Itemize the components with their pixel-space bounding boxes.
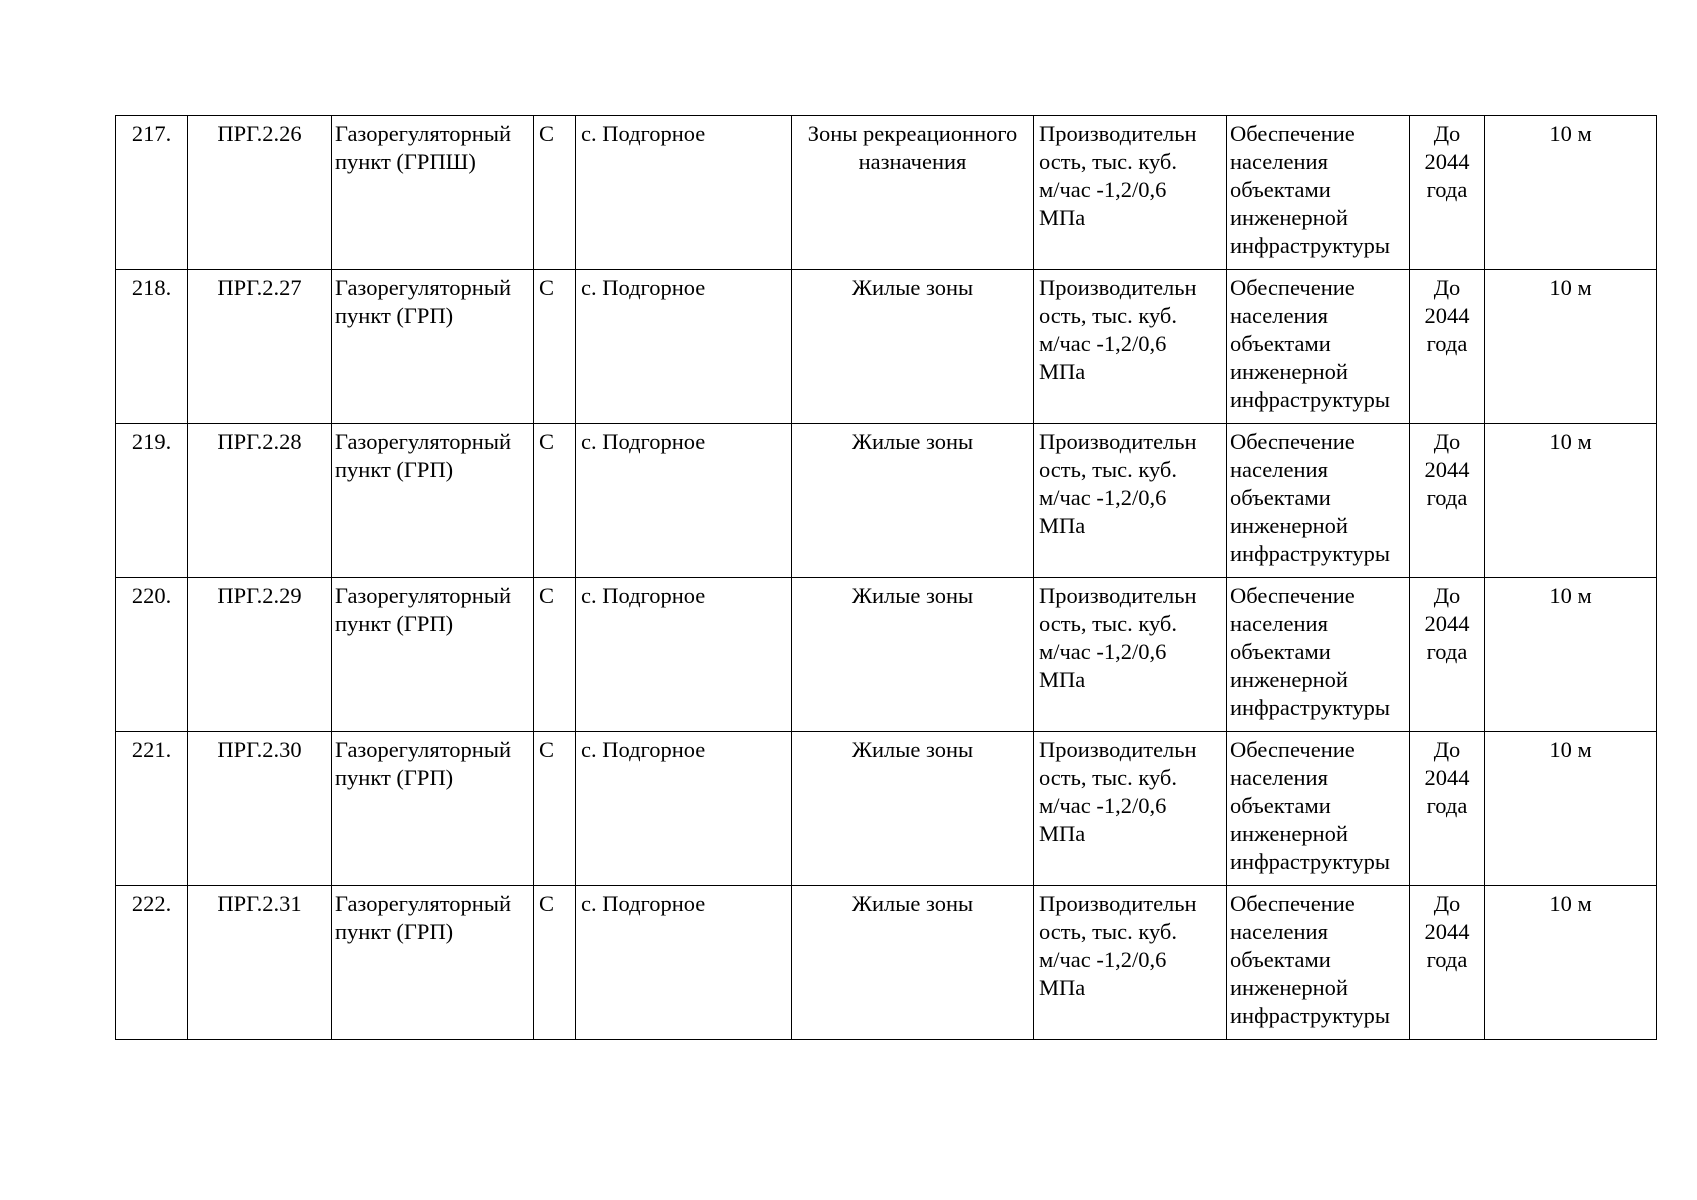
term-line: До	[1433, 737, 1461, 762]
characteristics-line: МПа	[1039, 667, 1086, 692]
functional-zone-cell	[792, 116, 1034, 270]
characteristics-cell	[1034, 886, 1227, 1040]
object-name-line: Газорегуляторный	[335, 891, 511, 916]
functional-zone-cell	[792, 886, 1034, 1040]
object-code-cell: ПРГ.2.31	[188, 886, 332, 1040]
status-cell: С	[534, 116, 576, 270]
object-name-line: пункт (ГРП)	[335, 919, 454, 944]
purpose-line: объектами	[1230, 793, 1331, 818]
functional-zone-line: Жилые зоны	[851, 583, 974, 608]
status-cell: С	[534, 424, 576, 578]
object-code-cell: ПРГ.2.30	[188, 732, 332, 886]
row-number-cell: 219.	[116, 424, 188, 578]
objects-table-body	[116, 116, 1657, 1040]
table-row	[116, 270, 1657, 424]
table-row	[116, 886, 1657, 1040]
term-line: До	[1433, 429, 1461, 454]
characteristics-cell	[1034, 424, 1227, 578]
term-line: До	[1433, 891, 1461, 916]
purpose-line: объектами	[1230, 331, 1331, 356]
purpose-line: инженерной	[1230, 513, 1348, 538]
objects-table	[115, 115, 1657, 1040]
term-line: года	[1426, 793, 1468, 818]
characteristics-line: м/час -1,2/0,6	[1039, 947, 1167, 972]
characteristics-cell	[1034, 270, 1227, 424]
location-cell: с. Подгорное	[576, 578, 792, 732]
object-name-line: Газорегуляторный	[335, 275, 511, 300]
characteristics-cell	[1034, 116, 1227, 270]
object-name-cell	[332, 270, 534, 424]
term-line: года	[1426, 639, 1468, 664]
object-name-line: пункт (ГРП)	[335, 611, 454, 636]
term-line: года	[1426, 177, 1468, 202]
term-line: года	[1426, 947, 1468, 972]
table-row	[116, 116, 1657, 270]
protection-zone-cell: 10 м	[1485, 732, 1657, 886]
purpose-cell	[1227, 424, 1410, 578]
row-number-cell: 221.	[116, 732, 188, 886]
characteristics-line: МПа	[1039, 205, 1086, 230]
object-code-cell: ПРГ.2.27	[188, 270, 332, 424]
object-name-line: Газорегуляторный	[335, 429, 511, 454]
table-row	[116, 578, 1657, 732]
term-cell	[1410, 116, 1485, 270]
functional-zone-line: Зоны рекреационного	[807, 121, 1018, 146]
characteristics-line: Производительн	[1039, 737, 1197, 762]
protection-zone-cell: 10 м	[1485, 578, 1657, 732]
purpose-cell	[1227, 270, 1410, 424]
object-name-line: пункт (ГРПШ)	[335, 149, 476, 174]
characteristics-cell	[1034, 578, 1227, 732]
purpose-line: Обеспечение	[1230, 583, 1355, 608]
purpose-line: инженерной	[1230, 975, 1348, 1000]
object-name-line: пункт (ГРП)	[335, 457, 454, 482]
status-cell: С	[534, 732, 576, 886]
object-name-cell	[332, 886, 534, 1040]
purpose-line: инфраструктуры	[1230, 387, 1390, 412]
location-cell: с. Подгорное	[576, 732, 792, 886]
purpose-cell	[1227, 886, 1410, 1040]
protection-zone-cell: 10 м	[1485, 886, 1657, 1040]
location-cell: с. Подгорное	[576, 270, 792, 424]
purpose-line: Обеспечение	[1230, 429, 1355, 454]
protection-zone-cell: 10 м	[1485, 116, 1657, 270]
term-cell	[1410, 886, 1485, 1040]
purpose-line: населения	[1230, 611, 1328, 636]
purpose-line: объектами	[1230, 947, 1331, 972]
purpose-line: инженерной	[1230, 821, 1348, 846]
functional-zone-cell	[792, 732, 1034, 886]
characteristics-line: ость, тыс. куб.	[1039, 303, 1177, 328]
functional-zone-line: Жилые зоны	[851, 737, 974, 762]
object-code-cell: ПРГ.2.29	[188, 578, 332, 732]
functional-zone-cell	[792, 424, 1034, 578]
object-name-cell	[332, 424, 534, 578]
status-cell: С	[534, 270, 576, 424]
functional-zone-line: Жилые зоны	[851, 891, 974, 916]
characteristics-line: Производительн	[1039, 583, 1197, 608]
purpose-cell	[1227, 116, 1410, 270]
protection-zone-cell: 10 м	[1485, 424, 1657, 578]
table-row	[116, 732, 1657, 886]
term-line: До	[1433, 275, 1461, 300]
row-number-cell: 218.	[116, 270, 188, 424]
characteristics-line: Производительн	[1039, 275, 1197, 300]
characteristics-line: м/час -1,2/0,6	[1039, 485, 1167, 510]
row-number-cell: 217.	[116, 116, 188, 270]
term-line: 2044	[1424, 611, 1470, 636]
characteristics-line: м/час -1,2/0,6	[1039, 177, 1167, 202]
location-cell: с. Подгорное	[576, 886, 792, 1040]
characteristics-line: ость, тыс. куб.	[1039, 919, 1177, 944]
purpose-line: инфраструктуры	[1230, 541, 1390, 566]
term-cell	[1410, 270, 1485, 424]
term-line: 2044	[1424, 149, 1470, 174]
purpose-line: инфраструктуры	[1230, 1003, 1390, 1028]
object-name-line: пункт (ГРП)	[335, 765, 454, 790]
characteristics-line: МПа	[1039, 821, 1086, 846]
characteristics-line: ость, тыс. куб.	[1039, 457, 1177, 482]
object-name-cell	[332, 578, 534, 732]
purpose-line: инфраструктуры	[1230, 849, 1390, 874]
row-number-cell: 220.	[116, 578, 188, 732]
characteristics-line: МПа	[1039, 359, 1086, 384]
functional-zone-line: Жилые зоны	[851, 275, 974, 300]
term-line: До	[1433, 583, 1461, 608]
characteristics-line: Производительн	[1039, 891, 1197, 916]
characteristics-line: м/час -1,2/0,6	[1039, 793, 1167, 818]
term-cell	[1410, 424, 1485, 578]
purpose-line: инженерной	[1230, 205, 1348, 230]
purpose-line: Обеспечение	[1230, 275, 1355, 300]
location-cell: с. Подгорное	[576, 424, 792, 578]
term-cell	[1410, 578, 1485, 732]
term-line: 2044	[1424, 919, 1470, 944]
characteristics-cell	[1034, 732, 1227, 886]
purpose-line: Обеспечение	[1230, 121, 1355, 146]
purpose-line: инженерной	[1230, 667, 1348, 692]
characteristics-line: МПа	[1039, 513, 1086, 538]
purpose-line: инженерной	[1230, 359, 1348, 384]
functional-zone-line: Жилые зоны	[851, 429, 974, 454]
functional-zone-cell	[792, 270, 1034, 424]
characteristics-line: ость, тыс. куб.	[1039, 765, 1177, 790]
purpose-line: объектами	[1230, 177, 1331, 202]
purpose-line: Обеспечение	[1230, 737, 1355, 762]
object-code-cell: ПРГ.2.26	[188, 116, 332, 270]
purpose-line: объектами	[1230, 485, 1331, 510]
term-line: 2044	[1424, 765, 1470, 790]
characteristics-line: Производительн	[1039, 121, 1197, 146]
characteristics-line: Производительн	[1039, 429, 1197, 454]
purpose-line: населения	[1230, 765, 1328, 790]
term-line: года	[1426, 485, 1468, 510]
term-line: 2044	[1424, 457, 1470, 482]
characteristics-line: м/час -1,2/0,6	[1039, 639, 1167, 664]
purpose-line: объектами	[1230, 639, 1331, 664]
purpose-line: населения	[1230, 919, 1328, 944]
characteristics-line: ость, тыс. куб.	[1039, 149, 1177, 174]
object-code-cell: ПРГ.2.28	[188, 424, 332, 578]
characteristics-line: м/час -1,2/0,6	[1039, 331, 1167, 356]
status-cell: С	[534, 886, 576, 1040]
location-cell: с. Подгорное	[576, 116, 792, 270]
row-number-cell: 222.	[116, 886, 188, 1040]
purpose-line: населения	[1230, 303, 1328, 328]
object-name-line: пункт (ГРП)	[335, 303, 454, 328]
purpose-line: населения	[1230, 149, 1328, 174]
purpose-line: населения	[1230, 457, 1328, 482]
term-line: 2044	[1424, 303, 1470, 328]
term-cell	[1410, 732, 1485, 886]
purpose-cell	[1227, 578, 1410, 732]
object-name-cell	[332, 732, 534, 886]
purpose-line: Обеспечение	[1230, 891, 1355, 916]
term-line: До	[1433, 121, 1461, 146]
purpose-line: инфраструктуры	[1230, 233, 1390, 258]
status-cell: С	[534, 578, 576, 732]
purpose-line: инфраструктуры	[1230, 695, 1390, 720]
characteristics-line: ость, тыс. куб.	[1039, 611, 1177, 636]
object-name-line: Газорегуляторный	[335, 121, 511, 146]
functional-zone-cell	[792, 578, 1034, 732]
characteristics-line: МПа	[1039, 975, 1086, 1000]
object-name-line: Газорегуляторный	[335, 583, 511, 608]
functional-zone-line: назначения	[858, 149, 967, 174]
purpose-cell	[1227, 732, 1410, 886]
table-row	[116, 424, 1657, 578]
object-name-cell	[332, 116, 534, 270]
protection-zone-cell: 10 м	[1485, 270, 1657, 424]
object-name-line: Газорегуляторный	[335, 737, 511, 762]
term-line: года	[1426, 331, 1468, 356]
